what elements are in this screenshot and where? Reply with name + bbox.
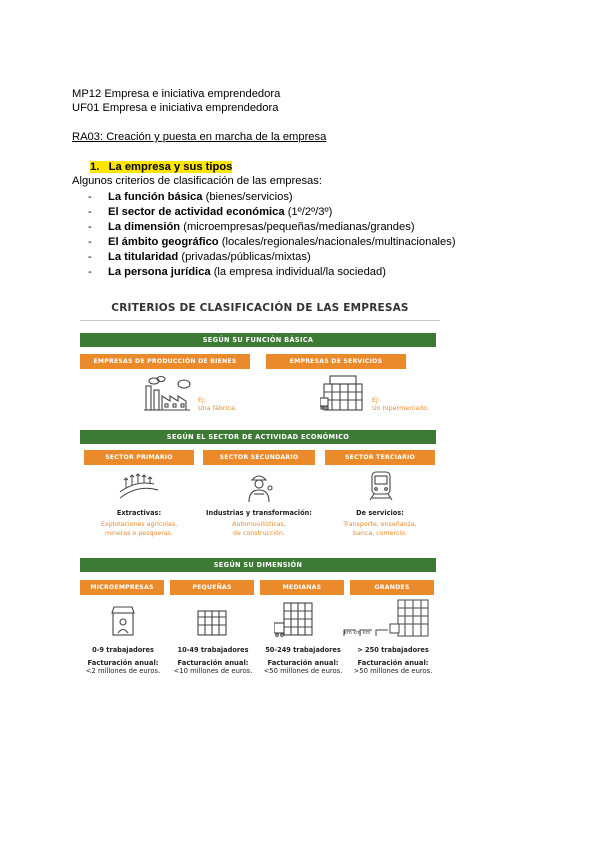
- funcion-header: SEGÚN SU FUNCIÓN BÁSICA: [80, 333, 436, 347]
- micro-workers: 0-9 trabajadores: [92, 646, 154, 654]
- medianas-revenue: Facturación anual: <50 millones de euros.: [263, 659, 343, 675]
- shop-icon: [110, 605, 136, 637]
- medianas-workers: 50-249 trabajadores: [265, 646, 341, 654]
- pequenas-label: PEQUEÑAS: [170, 580, 254, 595]
- terciario-desc: Transporte, enseñanza, banca, comercio.: [343, 521, 417, 537]
- crops-icon: [118, 470, 160, 500]
- unit-line: UF01 Empresa e iniciativa emprendedora: [72, 102, 279, 114]
- pequenas-workers: 10-49 trabajadores: [177, 646, 249, 654]
- servicios-example: Ej: Un hipermercado.: [372, 396, 430, 412]
- sector-terciario-label: SECTOR TERCIARIO: [325, 450, 435, 465]
- list-item: - El sector de actividad económica (1º/2º/3º): [88, 206, 333, 218]
- hypermarket-icon: [320, 372, 376, 414]
- ra-heading: RA03: Creación y puesta en marcha de la empresa: [72, 131, 327, 143]
- criteria-list: [88, 190, 456, 280]
- classification-infographic: [80, 298, 440, 688]
- list-item: - La titularidad (privadas/públicas/mixtas): [88, 251, 311, 263]
- dimension-header: SEGÚN SU DIMENSIÓN: [80, 558, 436, 572]
- infographic-title: CRITERIOS DE CLASIFICACIÓN DE LAS EMPRESAS: [111, 302, 409, 314]
- micro-label: MICROEMPRESAS: [80, 580, 164, 595]
- secundario-desc: Automovilísticas, de construcción.: [232, 521, 286, 537]
- grandes-label: GRANDES: [350, 580, 434, 595]
- grandes-revenue: Facturación anual: >50 millones de euros.: [353, 659, 433, 675]
- section-heading: [90, 160, 232, 174]
- worker-icon: [244, 472, 274, 504]
- section-number: 1.: [90, 161, 100, 173]
- terciario-caption: De servicios:: [356, 509, 404, 517]
- divider: [80, 320, 440, 321]
- module-line: MP12 Empresa e iniciativa emprendedora: [72, 88, 281, 100]
- medium-building-icon: [274, 601, 318, 637]
- train-icon: [366, 470, 396, 502]
- list-item: - La persona jurídica (la empresa individual/la sociedad): [88, 266, 386, 278]
- list-item: - La función básica (bienes/servicios): [88, 191, 293, 203]
- grandes-workers: > 250 trabajadores: [357, 646, 429, 654]
- primario-desc: Explotaciones agrícolas, mineras o pesqueras.: [100, 521, 178, 537]
- pequenas-revenue: Facturación anual: <10 millones de euros.: [173, 659, 253, 675]
- svg-text:km km km: km km km: [344, 630, 371, 636]
- list-item: - La dimensión (microempresas/pequeñas/medianas/grandes): [88, 221, 415, 233]
- small-building-icon: [196, 607, 228, 637]
- bienes-example: Ej: Una fábrica.: [198, 396, 237, 412]
- secundario-caption: Industrias y transformación:: [206, 509, 312, 517]
- medianas-label: MEDIANAS: [260, 580, 344, 595]
- sector-secundario-label: SECTOR SECUNDARIO: [203, 450, 315, 465]
- micro-revenue: Facturación anual: <2 millones de euros.: [85, 659, 161, 675]
- servicios-label: EMPRESAS DE SERVICIOS: [266, 354, 406, 369]
- large-building-icon: [342, 598, 434, 638]
- sector-primario-label: SECTOR PRIMARIO: [84, 450, 194, 465]
- section-title: La empresa y sus tipos: [108, 161, 233, 173]
- list-item: - El ámbito geográfico (locales/regionales/nacionales/multinacionales): [88, 236, 456, 248]
- bienes-label: EMPRESAS DE PRODUCCIÓN DE BIENES: [80, 354, 250, 369]
- intro-text: Algunos criterios de clasificación de las empresas:: [72, 175, 322, 187]
- factory-icon: [140, 374, 198, 414]
- sector-header: SEGÚN EL SECTOR DE ACTIVIDAD ECONÓMICO: [80, 430, 436, 444]
- primario-caption: Extractivas:: [116, 509, 162, 517]
